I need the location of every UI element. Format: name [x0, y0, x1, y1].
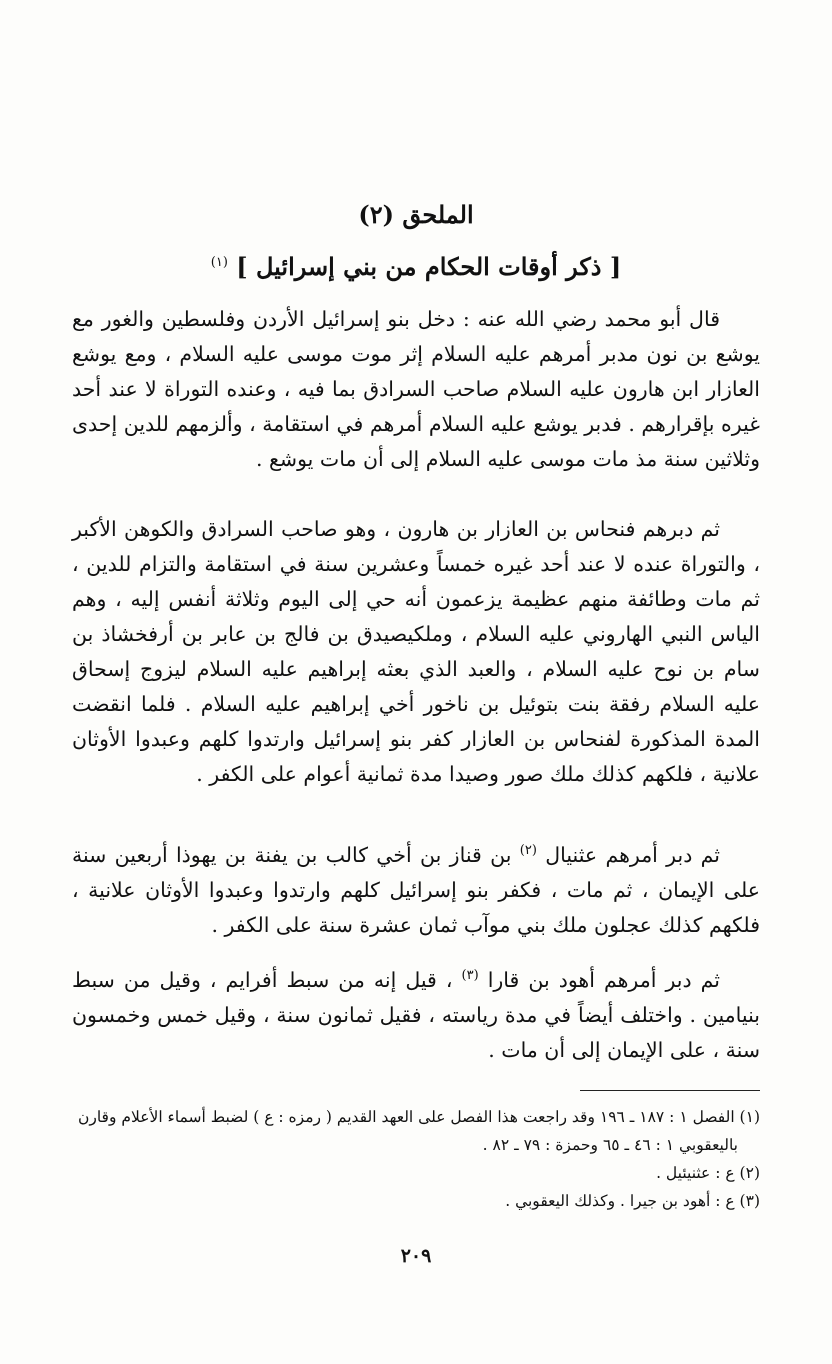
paragraph-1: قال أبو محمد رضي الله عنه : دخل بنو إسرائيل الأردن وفلسطين والغور مع يوشع بن نون مدبر أمرهم عليه السلام إثر موت موسى عليه السلام ، ومع يوشع العازار ابن هارون عليه السلام صاحب السرادق بما فيه ، وعنده التوراة لا عند أحد غيره بإقرارهم . فدبر يوشع عليه السلام أمرهم في استقامة ، وألزمهم للدين إحدى وثلاثين سنة مذ مات موسى عليه السلام إلى أن مات يوشع . — [72, 307, 760, 471]
section-title-text: [ ذكر أوقات الحكام من بني إسرائيل ] — [236, 252, 622, 281]
paragraph-4-text-end: ، قيل إنه من سبط أفرايم ، وقيل من سبط بنيامين . واختلف أيضاً في مدة رياسته ، فقيل ثمانون سنة ، وقيل خمس وخمسون سنة ، على الإيمان إلى أن مات . — [72, 967, 760, 1062]
appendix-title: الملحق (٢) — [358, 200, 474, 229]
footnote-ref-1: (١) — [210, 255, 228, 270]
paragraph-3-text-start: ثم دبر أمرهم عثنيال — [545, 842, 720, 867]
footnote-divider — [580, 1090, 760, 1091]
paragraph-4-text-start: ثم دبر أمرهم أهود بن قارا — [487, 967, 720, 992]
footnotes — [72, 1103, 760, 1215]
paragraph-3 — [72, 833, 760, 943]
paragraph-3-text-end: بن قناز بن أخي كالب بن يفنة بن يهوذا أربعين سنة على الإيمان ، ثم مات ، فكفر بنو إسرائيل كلهم وارتدوا وعبدوا الأوثان علانية ، فلكهم كذلك عجلون ملك بني موآب ثمان عشرة سنة على الكفر . — [72, 842, 760, 937]
footnote-ref-2: (٢) — [519, 843, 537, 858]
footnote-ref-3: (٣) — [461, 968, 479, 983]
footnote-1-continued: باليعقوبي ١ : ٤٦ ـ ٦٥ وحمزة : ٧٩ ـ ٨٢ . — [482, 1136, 738, 1154]
paragraph-4 — [72, 958, 760, 1068]
footnote-1: (١) الفصل ١ : ١٨٧ ـ ١٩٦ وقد راجعت هذا الفصل على العهد القديم ( رمزه : ع ) لضبط أسماء الأعلام وقارن — [77, 1108, 760, 1126]
page-number: ٢٠٩ — [400, 1245, 432, 1267]
footnote-3: (٣) ع : أهود بن جيرا . وكذلك اليعقوبي . — [505, 1192, 760, 1210]
footnote-2: (٢) ع : عثنيئيل . — [656, 1164, 760, 1182]
section-title — [72, 252, 760, 281]
paragraph-2: ثم دبرهم فنحاس بن العازار بن هارون ، وهو صاحب السرادق والكوهن الأكبر ، والتوراة عنده لا عند أحد غيره خمساً وعشرين سنة في استقامة والتزام للدين ، ثم مات وطائفة منهم عظيمة يزعمون أنه حي إلى اليوم وثلاثة أنفس إليه ، وهم الياس النبي الهاروني عليه السلام ، وملكيصيدق بن فالج بن عابر بن أرفخشاذ بن سام بن نوح عليه السلام ، والعبد الذي بعثه إبراهيم عليه السلام ليزوج إسحاق عليه السلام رفقة بنت بتوئيل بن ناخور أخي إبراهيم عليه السلام . فلما انقضت المدة المذكورة لفنحاس بن العازار كفر بنو إسرائيل وارتدوا كلهم وعبدوا الأوثان علانية ، فلكهم كذلك ملك صور وصيدا مدة ثمانية أعوام على الكفر . — [72, 517, 760, 786]
